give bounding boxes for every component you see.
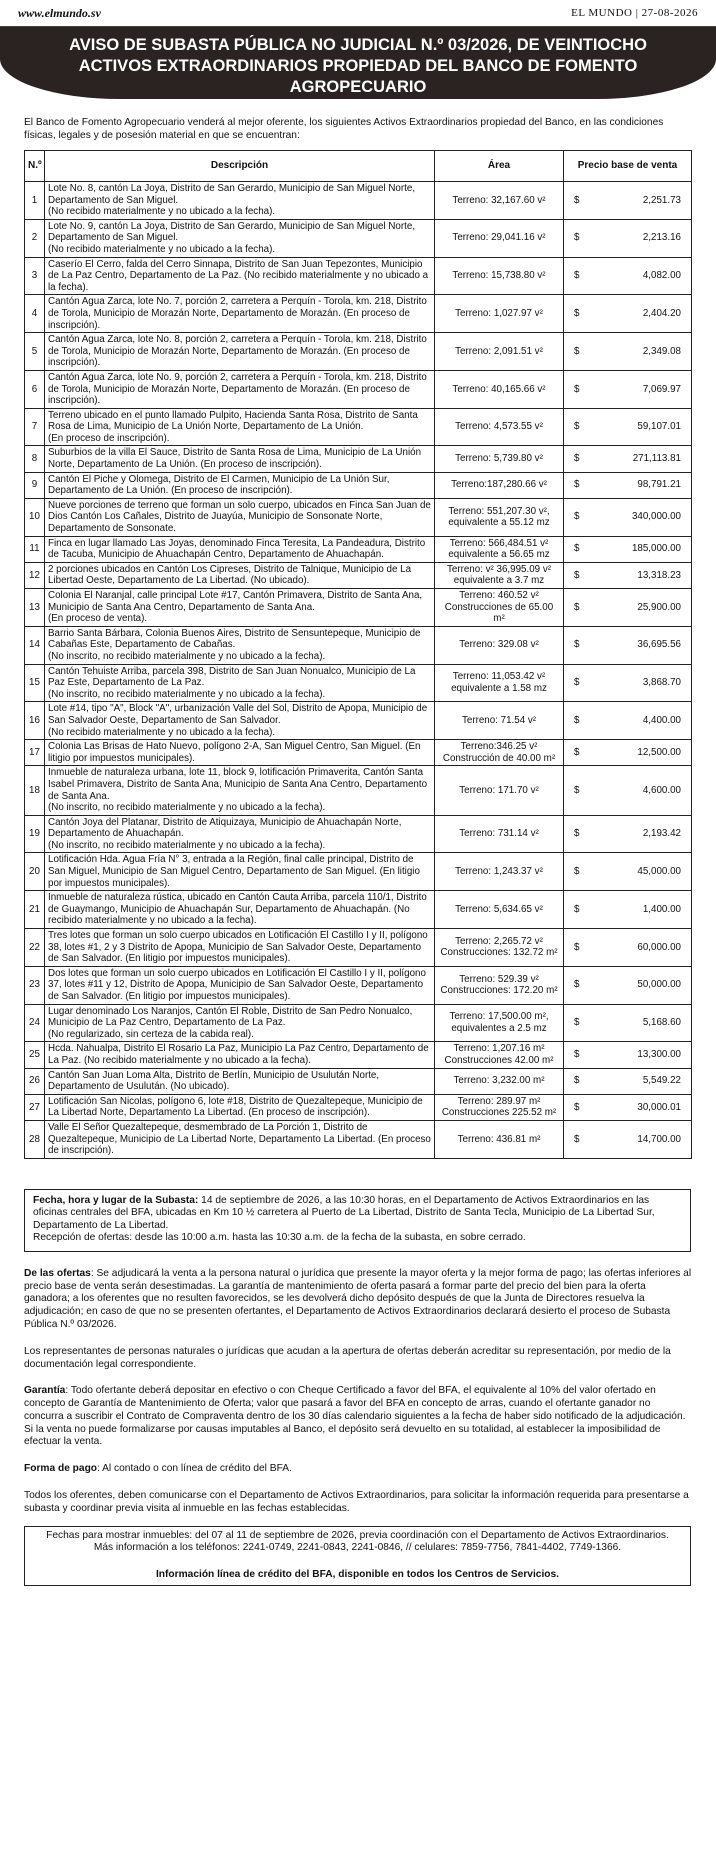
row-area: Terreno: 289.97 m² Construcciones 225.52 m² <box>435 1094 564 1120</box>
price-amount: 340,000.00 <box>631 511 681 523</box>
row-description: Cantón El Piche y Olomega, Distrito de El Carmen, Municipio de La Unión Sur, Departamento de La Unión. (En proceso de inscripción). <box>45 472 435 498</box>
row-area: Terreno: 731.14 v² <box>435 815 564 853</box>
row-description: Cantón Tehuiste Arriba, parcela 398, Distrito de San Juan Nonualco, Municipio de La Paz Este, Departamento de La Paz. (No inscrito, no recibido materialmente y no ubicado a la fecha). <box>45 664 435 702</box>
row-price <box>564 929 692 967</box>
price-currency: $ <box>574 601 580 613</box>
paper-date: EL MUNDO | 27-08-2026 <box>571 7 698 19</box>
row-description: Lote No. 8, cantón La Joya, Distrito de San Gerardo, Municipio de San Miguel Norte, Departamento de San Miguel. (No recibido materialmente y no ubicado a la fecha). <box>45 182 435 220</box>
price-amount: 5,549.22 <box>642 1075 681 1087</box>
price-currency: $ <box>574 1017 580 1029</box>
row-price <box>564 370 692 408</box>
price-currency: $ <box>574 903 580 915</box>
price-amount: 4,600.00 <box>642 784 681 796</box>
price-amount: 50,000.00 <box>637 979 681 991</box>
auction-details-box <box>24 1189 691 1252</box>
price-currency: $ <box>574 1049 580 1061</box>
row-price <box>564 664 692 702</box>
row-description: 2 porciones ubicados en Cantón Los Cipreses, Distrito de Talnique, Municipio de La Libertad Oeste, Departamento de La Libertad. (No ubicado). <box>45 562 435 588</box>
price-amount: 2,404.20 <box>642 307 681 319</box>
row-number: 6 <box>25 370 45 408</box>
row-price <box>564 891 692 929</box>
row-area: Terreno: 529.39 v² Construcciones: 172.20 m² <box>435 966 564 1004</box>
table-row <box>25 766 692 815</box>
table-row <box>25 498 692 536</box>
price-currency: $ <box>574 746 580 758</box>
contact-phones: Más información a los teléfonos: 2241-0749, 2241-0843, 2241-0846, // celulares: 7859-7756, 7841-4402, 7749-1366. <box>93 1542 622 1554</box>
row-area: Terreno: 17,500.00 m², equivalentes a 2.5 mz <box>435 1004 564 1042</box>
row-number: 25 <box>25 1042 45 1068</box>
price-currency: $ <box>574 543 580 555</box>
row-price <box>564 498 692 536</box>
row-number: 3 <box>25 257 45 295</box>
row-area: Terreno: 460.52 v² Construcciones de 65.00 m² <box>435 589 564 627</box>
table-row <box>25 1004 692 1042</box>
price-amount: 4,082.00 <box>642 270 681 282</box>
table-row <box>25 536 692 562</box>
table-row <box>25 966 692 1004</box>
price-currency: $ <box>574 569 580 581</box>
row-description: Lotificación San Nicolas, polígono 6, lote #18, Distrito de Quezaltepeque, Municipio de La Libertad Norte, Departamento La Libertad. (En proceso de inscripción). <box>45 1094 435 1120</box>
row-number: 5 <box>25 333 45 371</box>
row-number: 10 <box>25 498 45 536</box>
guarantee-text: : Todo ofertante deberá depositar en efectivo o con Cheque Certificado a favor del BFA, el equivalente al 10% del valor ofertado en concepto de Garantía de Mantenimiento de Oferta; valor que pasará a favor del BFA en concepto de arras, cuando el ofertante ganador no concurra a suscribir el Contrato de Compraventa dentro de los 30 días calendario siguientes a la fecha de haber sido notificado de la adjudicación. Si la venta no puede formalizarse por causas imputables al Banco, el depósito será devuelto en su totalidad, al establecer la imposibilidad de efectuar la venta. <box>24 1385 686 1448</box>
table-row <box>25 1042 692 1068</box>
price-amount: 59,107.01 <box>637 421 681 433</box>
col-header-number: N.º <box>25 151 45 182</box>
table-row <box>25 257 692 295</box>
row-price <box>564 626 692 664</box>
notice-title: AVISO DE SUBASTA PÚBLICA NO JUDICIAL N.º 03/2026, DE VEINTIOCHO ACTIVOS EXTRAORDINARIOS PROPIEDAD DEL BANCO DE FOMENTO AGROPECUARIO <box>0 27 716 99</box>
row-price <box>564 853 692 891</box>
table-row <box>25 1068 692 1094</box>
row-number: 1 <box>25 182 45 220</box>
row-description: Colonia Las Brisas de Hato Nuevo, polígono 2-A, San Miguel Centro, San Miguel. (En litigio por impuestos municipales). <box>45 740 435 766</box>
row-description: Suburbios de la villa El Sauce, Distrito de Santa Rosa de Lima, Municipio de La Unión Norte, Departamento de La Unión. (En proceso de inscripción). <box>45 446 435 472</box>
row-price <box>564 446 692 472</box>
payment-text: : Al contado o con línea de crédito del BFA. <box>97 1463 292 1475</box>
price-amount: 2,213.16 <box>642 232 681 244</box>
row-price <box>564 472 692 498</box>
price-amount: 4,400.00 <box>642 714 681 726</box>
row-price <box>564 766 692 815</box>
row-price <box>564 562 692 588</box>
row-area: Terreno: 436.81 m² <box>435 1120 564 1158</box>
price-currency: $ <box>574 270 580 282</box>
row-price <box>564 1094 692 1120</box>
row-price <box>564 589 692 627</box>
row-price <box>564 740 692 766</box>
table-row <box>25 853 692 891</box>
row-area: Terreno: v² 36,995.09 v² equivalente a 3.7 mz <box>435 562 564 588</box>
table-row <box>25 472 692 498</box>
table-row <box>25 446 692 472</box>
offers-text: : Se adjudicará la venta a la persona natural o jurídica que presente la mayor oferta y la mejor forma de pago; las ofertas inferiores al precio base de venta serán desestimadas. La garantía de mantenimiento de oferta pasará a formar parte del precio del bien para la oferta ganadora; a los oferentes que no resulten favorecidos, se les devolverá dicho depósito después de que la Junta de Directores resuelva la adjudicación; en caso de que no se presenten ofertantes, el Departamento de Activos Extraordinarios declarará desierto el proceso de Subasta Pública N.º 03/2026. <box>24 1267 692 1330</box>
table-row <box>25 702 692 740</box>
offers-label: De las ofertas <box>24 1267 91 1279</box>
intro-text: El Banco de Fomento Agropecuario venderá al mejor oferente, los siguientes Activos Extraordinarios propiedad del Banco, en las condiciones físicas, legales y de posesión material en que se encuentran: <box>24 117 664 141</box>
table-row <box>25 562 692 588</box>
price-amount: 14,700.00 <box>637 1133 681 1145</box>
price-currency: $ <box>574 453 580 465</box>
price-currency: $ <box>574 1075 580 1087</box>
row-number: 28 <box>25 1120 45 1158</box>
price-currency: $ <box>574 307 580 319</box>
guarantee-label: Garantía <box>24 1385 66 1397</box>
table-row <box>25 740 692 766</box>
price-currency: $ <box>574 232 580 244</box>
row-description: Cantón San Juan Loma Alta, Distrito de Berlín, Municipio de Usulután Norte, Departamento de Usulután. (No ubicado). <box>45 1068 435 1094</box>
row-description: Lote No. 9, cantón La Joya, Distrito de San Gerardo, Municipio de San Miguel Norte, Departamento de San Miguel. (No recibido materialmente y no ubicado a la fecha). <box>45 219 435 257</box>
row-number: 12 <box>25 562 45 588</box>
row-description: Lotificación Hda. Agua Fría N° 3, entrada a la Región, final calle principal, Distrito de San Miguel, Municipio de San Miguel Centro, Departamento de San Miguel. (En litigio por impuestos municipales). <box>45 853 435 891</box>
offers-paragraph <box>24 1268 692 1332</box>
price-amount: 1,400.00 <box>642 903 681 915</box>
price-amount: 2,251.73 <box>642 194 681 206</box>
row-number: 4 <box>25 295 45 333</box>
row-description: Colonia El Naranjal, calle principal Lote #17, Cantón Primavera, Distrito de Santa Ana, Municipio de Santa Ana Centro, Departamento de Santa Ana. (En proceso de venta). <box>45 589 435 627</box>
row-number: 19 <box>25 815 45 853</box>
row-number: 22 <box>25 929 45 967</box>
price-currency: $ <box>574 421 580 433</box>
row-description: Nueve porciones de terreno que forman un solo cuerpo, ubicados en Finca San Juan de Dios Cantón Los Cañales, Distrito de Juayúa, Municipio de Sonsonate Norte, Departamento de Sonsonate. <box>45 498 435 536</box>
row-description: Cantón Agua Zarca, lote No. 7, porción 2, carretera a Perquín - Torola, km. 218, Distrito de Torola, Municipio de Morazán Norte, Departamento de Morazán. (En proceso de inscripción). <box>45 295 435 333</box>
row-area: Terreno: 1,243.37 v² <box>435 853 564 891</box>
row-price <box>564 295 692 333</box>
price-currency: $ <box>574 714 580 726</box>
row-number: 2 <box>25 219 45 257</box>
row-price <box>564 219 692 257</box>
showing-dates: Fechas para mostrar inmuebles: del 07 al 11 de septiembre de 2026, previa coordinación con el Departamento de Activos Extraordinarios. <box>46 1529 669 1541</box>
auction-date-place <box>33 1195 682 1233</box>
row-number: 26 <box>25 1068 45 1094</box>
table-row <box>25 929 692 967</box>
table-row <box>25 295 692 333</box>
price-currency: $ <box>574 1133 580 1145</box>
price-amount: 45,000.00 <box>637 866 681 878</box>
table-row <box>25 626 692 664</box>
price-amount: 3,868.70 <box>642 677 681 689</box>
price-currency: $ <box>574 345 580 357</box>
auction-text: 14 de septiembre de 2026, a las 10:30 horas, en el Departamento de Activos Extraordinarios en las oficinas centrales del BFA, ubicadas en Km 10 ½ carretera al Puerto de La Libertad, Distrito de Santa Tecla, Municipio de La Libertad Sur, Departamento de La Libertad. <box>33 1194 655 1231</box>
row-description: Finca en lugar llamado Las Joyas, denominado Finca Teresita, La Pandeadura, Distrito de Tacuba, Municipio de Ahuachapán Centro, Departamento de Ahuachapán. <box>45 536 435 562</box>
row-area: Terreno:187,280.66 v² <box>435 472 564 498</box>
row-description: Caserío El Cerro, falda del Cerro Sinnapa, Distrito de San Juan Tepezontes, Municipio de La Paz Centro, Departamento de La Paz. (No recibido materialmente y no ubicado a la fecha). <box>45 257 435 295</box>
table-row <box>25 891 692 929</box>
row-area: Terreno: 15,738.80 v² <box>435 257 564 295</box>
assets-table-body <box>25 182 692 1159</box>
row-description: Terreno ubicado en el punto llamado Pulpito, Hacienda Santa Rosa, Distrito de Santa Rosa de Lima, Municipio de La Unión Norte, Departamento de La Unión. (En proceso de inscripción). <box>45 408 435 446</box>
row-description: Cantón Agua Zarca, lote No. 9, porción 2, carretera a Perquín - Torola, km. 218, Distrito de Torola, Municipio de Morazán Norte, Departamento de Morazán. (En proceso de inscripción). <box>45 370 435 408</box>
price-currency: $ <box>574 639 580 651</box>
row-area: Terreno: 4,573.55 v² <box>435 408 564 446</box>
row-description: Inmueble de naturaleza rústica, ubicado en Cantón Cauta Arriba, parcela 110/1, Distrito de Guaymango, Municipio de Ahuachapán Sur, Departamento de Ahuachapán. (No recibido materialmente y no ubicado a la fecha). <box>45 891 435 929</box>
row-area: Terreno: 11,053.42 v² equivalente a 1.58 mz <box>435 664 564 702</box>
price-amount: 25,900.00 <box>637 601 681 613</box>
table-row <box>25 370 692 408</box>
table-row <box>25 408 692 446</box>
row-number: 20 <box>25 853 45 891</box>
row-number: 13 <box>25 589 45 627</box>
col-header-description: Descripción <box>45 151 435 182</box>
row-price <box>564 257 692 295</box>
row-number: 21 <box>25 891 45 929</box>
credit-info: Información línea de crédito del BFA, disponible en todos los Centros de Servicios. <box>155 1568 560 1580</box>
row-area: Terreno: 1,027.97 v² <box>435 295 564 333</box>
price-currency: $ <box>574 941 580 953</box>
row-number: 27 <box>25 1094 45 1120</box>
price-amount: 30,000.01 <box>637 1101 681 1113</box>
table-row <box>25 589 692 627</box>
price-currency: $ <box>574 511 580 523</box>
representatives-paragraph: Los representantes de personas naturales o jurídicas que acudan a la apertura de ofertas deberán acreditar su representación, por medio de la documentación legal correspondiente. <box>24 1345 671 1370</box>
row-number: 14 <box>25 626 45 664</box>
auction-label: Fecha, hora y lugar de la Subasta: <box>33 1194 199 1206</box>
row-price <box>564 408 692 446</box>
row-area: Terreno: 566,484.51 v² equivalente a 56.65 mz <box>435 536 564 562</box>
price-amount: 98,791.21 <box>637 479 681 491</box>
row-number: 8 <box>25 446 45 472</box>
price-amount: 60,000.00 <box>637 941 681 953</box>
table-row <box>25 1094 692 1120</box>
table-row <box>25 333 692 371</box>
col-header-area: Área <box>435 151 564 182</box>
price-currency: $ <box>574 784 580 796</box>
row-description: Dos lotes que forman un solo cuerpo ubicados en Lotificación El Castillo I y II, polígono 37, lotes #11 y 12, Distrito de Apopa, Municipio de San Salvador Oeste, Departamento de San Salvador. (En litigio por impuestos municipales). <box>45 966 435 1004</box>
row-area: Terreno: 1,207.16 m² Construcciones 42.00 m² <box>435 1042 564 1068</box>
price-amount: 185,000.00 <box>631 543 681 555</box>
payment-label: Forma de pago <box>24 1463 98 1475</box>
row-area: Terreno: 551,207.30 v², equivalente a 55.12 mz <box>435 498 564 536</box>
price-amount: 2,193.42 <box>642 828 681 840</box>
table-row <box>25 182 692 220</box>
row-description: Barrio Santa Bárbara, Colonia Buenos Aires, Distrito de Sensuntepeque, Municipio de Cabañas Este, Departamento de Cabañas. (No inscrito, no recibido materialmente y no ubicado a la fecha). <box>45 626 435 664</box>
price-currency: $ <box>574 828 580 840</box>
row-number: 17 <box>25 740 45 766</box>
price-amount: 13,300.00 <box>637 1049 681 1061</box>
table-row <box>25 1120 692 1158</box>
price-amount: 2,349.08 <box>642 345 681 357</box>
row-area: Terreno:346.25 v² Construcción de 40.00 m² <box>435 740 564 766</box>
row-area: Terreno: 171.70 v² <box>435 766 564 815</box>
row-area: Terreno: 32,167.60 v² <box>435 182 564 220</box>
row-price <box>564 1068 692 1094</box>
row-price <box>564 815 692 853</box>
row-number: 16 <box>25 702 45 740</box>
price-currency: $ <box>574 979 580 991</box>
col-header-price: Precio base de venta <box>564 151 692 182</box>
row-area: Terreno: 5,634.65 v² <box>435 891 564 929</box>
row-number: 7 <box>25 408 45 446</box>
row-area: Terreno: 29,041.16 v² <box>435 219 564 257</box>
row-area: Terreno: 2,091.51 v² <box>435 333 564 371</box>
row-area: Terreno: 40,165.66 v² <box>435 370 564 408</box>
price-amount: 271,113.81 <box>632 453 681 465</box>
site-url[interactable]: www.elmundo.sv <box>18 5 101 20</box>
price-amount: 12,500.00 <box>637 746 681 758</box>
price-currency: $ <box>574 194 580 206</box>
row-number: 23 <box>25 966 45 1004</box>
row-number: 24 <box>25 1004 45 1042</box>
payment-paragraph <box>24 1463 692 1476</box>
row-area: Terreno: 5,739.80 v² <box>435 446 564 472</box>
row-description: Hcda. Nahualpa, Distrito El Rosario La Paz, Municipio La Paz Centro, Departamento de La Paz. (No recibido materialmente y no ubicado a la fecha). <box>45 1042 435 1068</box>
row-price <box>564 536 692 562</box>
table-row <box>25 664 692 702</box>
row-number: 11 <box>25 536 45 562</box>
row-price <box>564 333 692 371</box>
row-area: Terreno: 329.08 v² <box>435 626 564 664</box>
price-currency: $ <box>574 383 580 395</box>
row-price <box>564 1120 692 1158</box>
row-number: 9 <box>25 472 45 498</box>
row-price <box>564 182 692 220</box>
table-row <box>25 219 692 257</box>
row-number: 18 <box>25 766 45 815</box>
bidders-paragraph: Todos los oferentes, deben comunicarse con el Departamento de Activos Extraordinarios, para solicitar la información requerida para presentarse a subasta y coordinar previa visita al inmueble en las fechas establecidas. <box>24 1490 689 1514</box>
price-currency: $ <box>574 479 580 491</box>
table-row <box>25 815 692 853</box>
price-currency: $ <box>574 866 580 878</box>
contact-box <box>24 1526 691 1587</box>
row-description: Lote #14, tipo "A", Block "A", urbanización Valle del Sol, Distrito de Apopa, Municipio de San Salvador Oeste, Departamento de San Salvador. (No recibido materialmente y no ubicado a la fecha). <box>45 702 435 740</box>
price-amount: 13,318.23 <box>637 569 681 581</box>
row-number: 15 <box>25 664 45 702</box>
row-description: Tres lotes que forman un solo cuerpo ubicados en Lotificación El Castillo I y II, polígono 38, lotes #1, 2 y 3 Distrito de Apopa, Municipio de San Salvador Oeste, Departamento de San Salvador. (En litigio por impuestos municipales). <box>45 929 435 967</box>
guarantee-paragraph <box>24 1385 692 1449</box>
newspaper-top-bar <box>0 0 716 27</box>
row-description: Lugar denominado Los Naranjos, Cantón El Roble, Distrito de San Pedro Nonualco, Municipio de La Paz Centro, Departamento de La Paz. (No regularizado, sin certeza de la cabida real). <box>45 1004 435 1042</box>
row-description: Cantón Joya del Platanar, Distrito de Atiquizaya, Municipio de Ahuachapán Norte, Departamento de Ahuachapán. (No inscrito, no recibido materialmente y no ubicado a la fecha). <box>45 815 435 853</box>
row-price <box>564 1004 692 1042</box>
price-currency: $ <box>574 1101 580 1113</box>
row-area: Terreno: 71.54 v² <box>435 702 564 740</box>
reception-text: Recepción de ofertas: desde las 10:00 a.m. hasta las 10:30 a.m. de la fecha de la subasta, en sobre cerrado. <box>33 1232 526 1244</box>
price-amount: 36,695.56 <box>637 639 681 651</box>
price-amount: 5,168.60 <box>642 1017 681 1029</box>
row-price <box>564 1042 692 1068</box>
row-description: Valle El Señor Quezaltepeque, desmembrado de La Porción 1, Distrito de Quezaltepeque, Municipio de La Libertad Norte, Departamento La Libertad. (En proceso de inscripción). <box>45 1120 435 1158</box>
row-description: Cantón Agua Zarca, lote No. 8, porción 2, carretera a Perquín - Torola, km. 218, Distrito de Torola, Municipio de Morazán Norte, Departamento de Morazán. (En proceso de inscripción). <box>45 333 435 371</box>
price-amount: 7,069.97 <box>642 383 681 395</box>
row-description: Inmueble de naturaleza urbana, lote 11, block 9, lotificación Primaverita, Cantón Santa Isabel Primavera, Distrito de Santa Ana, Municipio de Santa Ana Centro, Departamento de Santa Ana. (No inscrito, no recibido materialmente y no ubicado a la fecha). <box>45 766 435 815</box>
price-currency: $ <box>574 677 580 689</box>
row-area: Terreno: 3,232.00 m² <box>435 1068 564 1094</box>
row-area: Terreno: 2,265.72 v² Construcciones: 132.72 m² <box>435 929 564 967</box>
assets-table <box>24 150 692 1159</box>
table-header-row <box>25 151 692 182</box>
row-price <box>564 702 692 740</box>
row-price <box>564 966 692 1004</box>
